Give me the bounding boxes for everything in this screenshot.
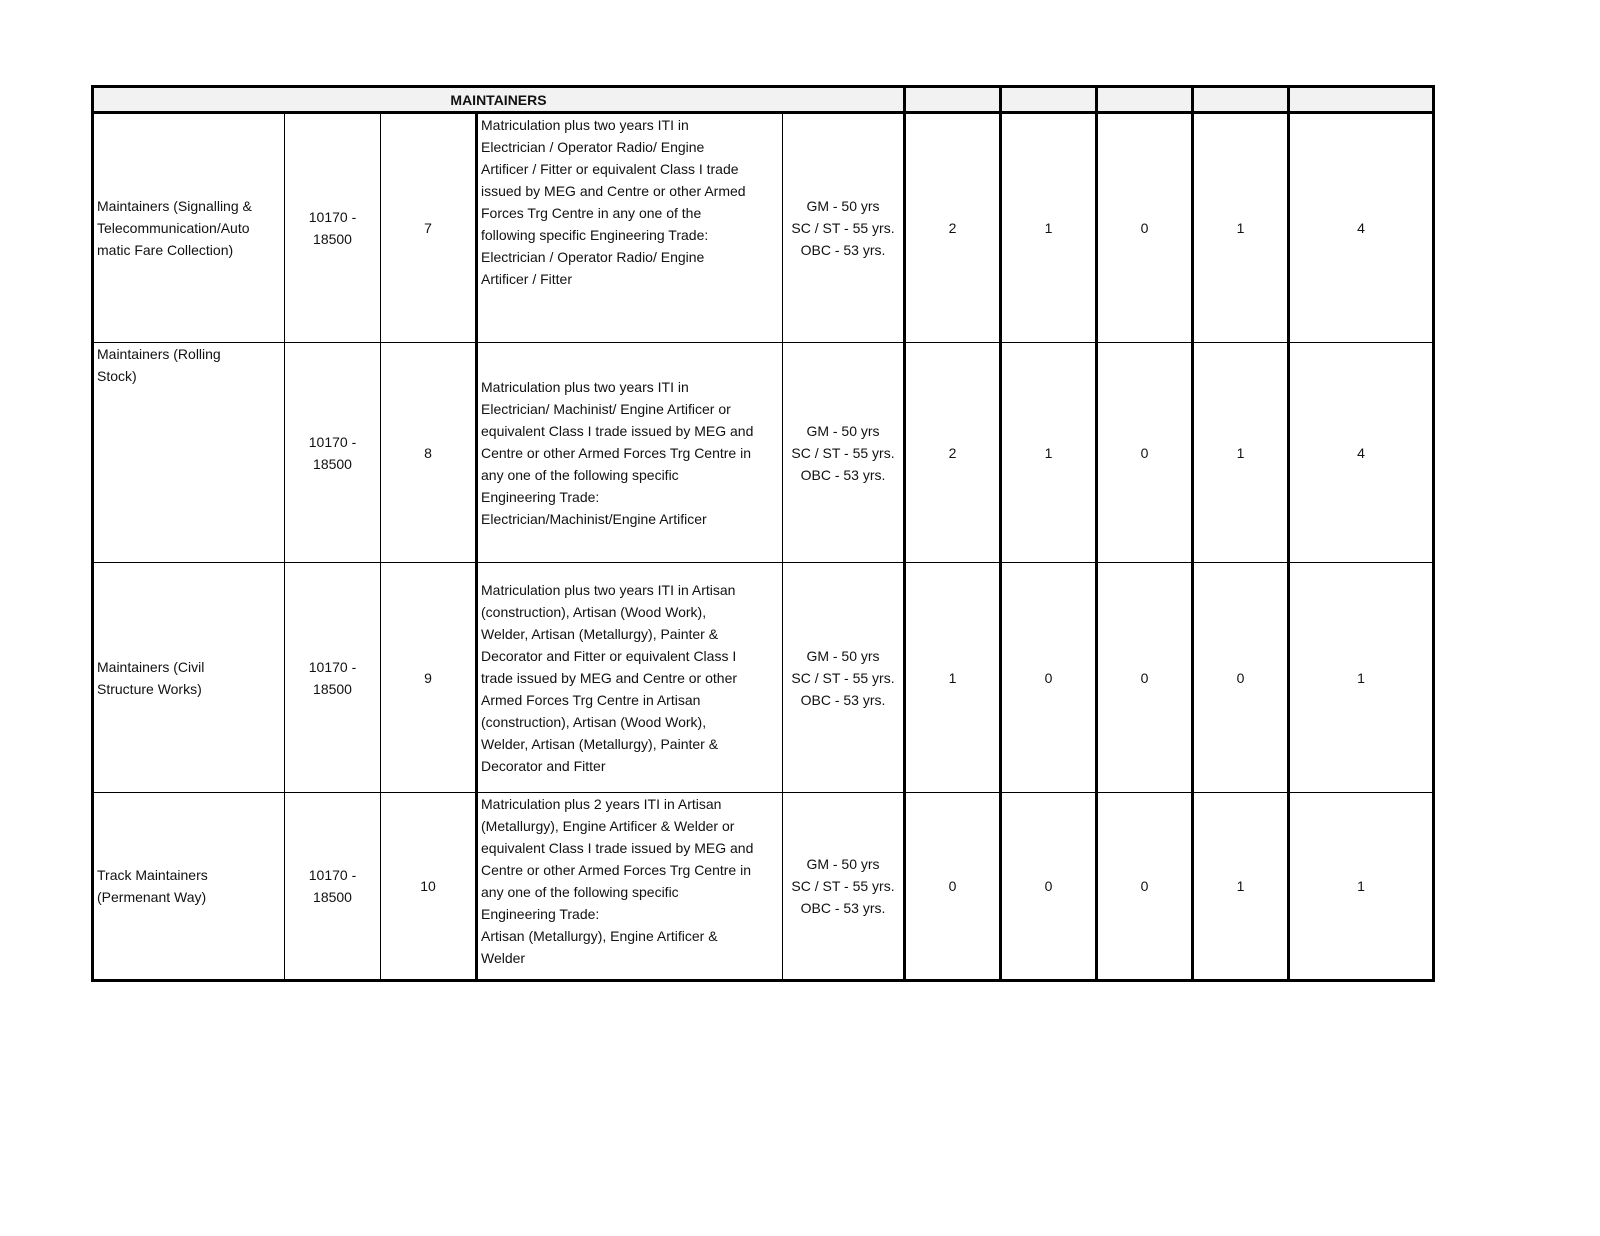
qualification-line: Matriculation plus two years ITI in Artisan — [481, 581, 736, 598]
post-name-cell — [93, 563, 285, 793]
table-row — [93, 793, 1434, 981]
table-row — [93, 563, 1434, 793]
header-blank-cell — [1289, 87, 1434, 113]
count-st: 1 — [1193, 343, 1289, 563]
qualification-line: equivalent Class I trade issued by MEG and — [481, 422, 754, 439]
count-gm: 2 — [905, 113, 1001, 343]
post-name-line: Maintainers (Rolling — [97, 346, 221, 362]
age-limit-line: OBC - 53 yrs. — [800, 466, 886, 483]
pay-scale-line: 10170 - — [308, 867, 357, 883]
age-limit-cell — [783, 343, 905, 563]
qualification-line: Welder, Artisan (Metallurgy), Painter & — [481, 735, 719, 752]
count-st: 1 — [1193, 113, 1289, 343]
qualification-cell — [477, 563, 783, 793]
count-obc: 1 — [1001, 113, 1097, 343]
post-name-line: matic Fare Collection) — [97, 242, 234, 258]
qualification-line: Artificer / Fitter or equivalent Class I trade — [481, 161, 739, 177]
qualification-line: Matriculation plus two years ITI in — [481, 378, 689, 395]
pay-scale-line: 18500 — [313, 455, 352, 472]
post-name-cell — [93, 113, 285, 343]
age-limit-line: SC / ST - 55 yrs. — [791, 444, 895, 461]
age-limit-line: GM - 50 yrs — [806, 422, 880, 439]
post-name-line: Telecommunication/Auto — [97, 220, 250, 236]
qualification-cell — [477, 343, 783, 563]
header-blank-cell — [1193, 87, 1289, 113]
age-limit-line: OBC - 53 yrs. — [800, 242, 886, 258]
age-limit-line: SC / ST - 55 yrs. — [791, 878, 895, 894]
qualification-line: Centre or other Armed Forces Trg Centre in — [481, 862, 751, 878]
maintainers-table — [91, 85, 1435, 982]
post-name-cell — [93, 793, 285, 981]
age-limit-line: SC / ST - 55 yrs. — [791, 669, 895, 686]
post-name-line: Track Maintainers — [97, 867, 208, 883]
qualification-line: any one of the following specific — [481, 884, 679, 900]
count-st: 0 — [1193, 563, 1289, 793]
qualification-line: issued by MEG and Centre or other Armed — [481, 183, 746, 199]
qualification-line: Decorator and Fitter or equivalent Class I — [481, 647, 737, 664]
qualification-line: Artificer / Fitter — [481, 271, 573, 287]
qualification-cell — [477, 113, 783, 343]
age-limit-line: GM - 50 yrs — [806, 647, 880, 664]
qualification-line: Electrician / Operator Radio/ Engine — [481, 249, 705, 265]
pay-scale-cell — [285, 113, 381, 343]
pay-scale-cell — [285, 793, 381, 981]
qualification-line: (construction), Artisan (Wood Work), — [481, 603, 707, 620]
age-limit-cell — [783, 563, 905, 793]
pay-scale-line: 10170 - — [308, 658, 357, 675]
section-header-row — [93, 87, 1434, 113]
age-limit-cell — [783, 793, 905, 981]
qualification-line: Armed Forces Trg Centre in Artisan — [481, 691, 701, 708]
count-gm: 0 — [905, 793, 1001, 981]
qualification-line: Electrician/Machinist/Engine Artificer — [481, 510, 707, 527]
age-limit-line: SC / ST - 55 yrs. — [791, 220, 895, 236]
qualification-line: Engineering Trade: — [481, 906, 600, 922]
qualification-line: (construction), Artisan (Wood Work), — [481, 713, 707, 730]
header-blank-cell — [1001, 87, 1097, 113]
post-name-line: (Permenant Way) — [97, 889, 207, 905]
qualification-line: Welder, Artisan (Metallurgy), Painter & — [481, 625, 719, 642]
count-obc: 0 — [1001, 793, 1097, 981]
age-limit-line: OBC - 53 yrs. — [800, 691, 886, 708]
qualification-line: (Metallurgy), Engine Artificer & Welder or — [481, 818, 735, 834]
pay-scale-line: 18500 — [313, 231, 352, 247]
count-total: 1 — [1289, 793, 1434, 981]
count-sc: 0 — [1097, 343, 1193, 563]
header-blank-cell — [905, 87, 1001, 113]
qualification-line: Matriculation plus 2 years ITI in Artisan — [481, 796, 722, 812]
count-sc: 0 — [1097, 793, 1193, 981]
header-blank-cell — [1097, 87, 1193, 113]
pay-scale-cell — [285, 343, 381, 563]
count-total: 4 — [1289, 113, 1434, 343]
post-name-line: Maintainers (Signalling & — [97, 198, 252, 214]
count-gm: 1 — [905, 563, 1001, 793]
qualification-line: trade issued by MEG and Centre or other — [481, 669, 738, 686]
count-sc: 0 — [1097, 563, 1193, 793]
qualification-line: following specific Engineering Trade: — [481, 227, 709, 243]
pay-scale-line: 18500 — [313, 889, 352, 905]
count-obc: 1 — [1001, 343, 1097, 563]
serial-cell: 10 — [381, 793, 477, 981]
serial-cell: 7 — [381, 113, 477, 343]
age-limit-line: GM - 50 yrs — [806, 856, 880, 872]
age-limit-cell — [783, 113, 905, 343]
age-limit-line: OBC - 53 yrs. — [800, 900, 886, 916]
count-obc: 0 — [1001, 563, 1097, 793]
count-total: 1 — [1289, 563, 1434, 793]
post-name-line: Structure Works) — [97, 680, 202, 697]
count-st: 1 — [1193, 793, 1289, 981]
post-name-line: Stock) — [97, 368, 137, 384]
serial-cell: 8 — [381, 343, 477, 563]
qualification-line: Centre or other Armed Forces Trg Centre in — [481, 444, 751, 461]
post-name-line: Maintainers (Civil — [97, 658, 205, 675]
table-body — [93, 113, 1434, 981]
count-sc: 0 — [1097, 113, 1193, 343]
count-gm: 2 — [905, 343, 1001, 563]
pay-scale-line: 10170 - — [308, 209, 357, 225]
qualification-line: Electrician / Operator Radio/ Engine — [481, 139, 705, 155]
qualification-line: Engineering Trade: — [481, 488, 600, 505]
qualification-line: equivalent Class I trade issued by MEG and — [481, 840, 754, 856]
qualification-line: Artisan (Metallurgy), Engine Artificer & — [481, 928, 718, 944]
qualification-line: Decorator and Fitter — [481, 757, 606, 774]
section-title: MAINTAINERS — [93, 87, 905, 113]
pay-scale-cell — [285, 563, 381, 793]
count-total: 4 — [1289, 343, 1434, 563]
serial-cell: 9 — [381, 563, 477, 793]
qualification-line: Electrician/ Machinist/ Engine Artificer or — [481, 400, 731, 417]
qualification-cell — [477, 793, 783, 981]
qualification-line: any one of the following specific — [481, 466, 679, 483]
qualification-line: Welder — [481, 950, 526, 966]
qualification-line: Forces Trg Centre in any one of the — [481, 205, 702, 221]
post-name-cell — [93, 343, 285, 563]
table-row — [93, 113, 1434, 343]
table-row — [93, 343, 1434, 563]
age-limit-line: GM - 50 yrs — [806, 198, 880, 214]
qualification-line: Matriculation plus two years ITI in — [481, 117, 689, 133]
pay-scale-line: 18500 — [313, 680, 352, 697]
pay-scale-line: 10170 - — [308, 433, 357, 450]
